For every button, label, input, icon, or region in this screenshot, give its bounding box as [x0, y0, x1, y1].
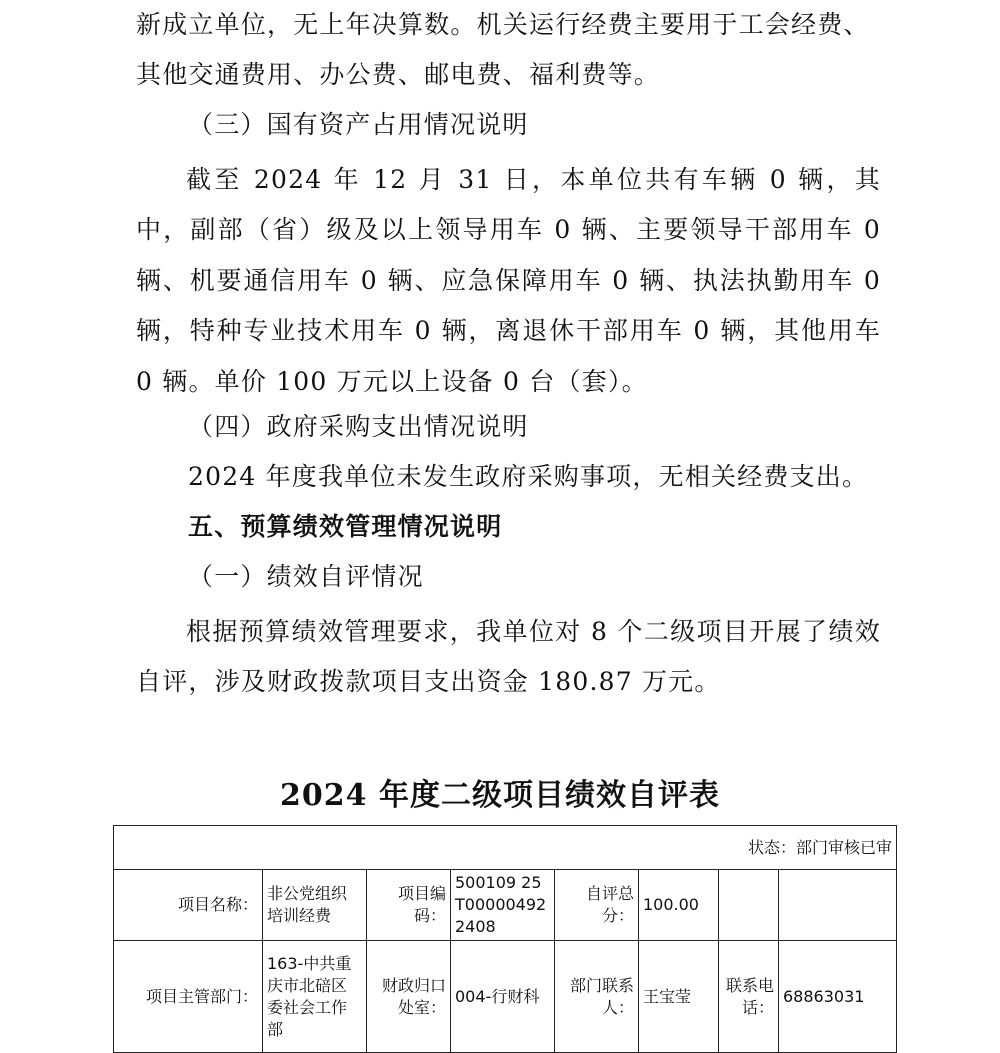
contact-value: 王宝莹: [639, 941, 719, 1053]
phone-label: 联系电话：: [719, 941, 779, 1053]
project-name-label: 项目名称：: [114, 870, 263, 941]
para-assets: 截至 2024 年 12 月 31 日，本单位共有车辆 0 辆，其中，副部（省）级及以上领导用车 0 辆、主要领导干部用车 0 辆、机要通信用车 0 辆、应急保障用车 0 辆、执法执勤用车 0 辆，特种专业技术用车 0 辆，离退休干部用车 0 辆，其他用车 0 辆。单价 100 万元以上设备 0 台（套）。: [136, 165, 881, 396]
heading-self-eval: （一）绩效自评情况: [188, 562, 424, 591]
dept-value: 163-中共重庆市北碚区委社会工作部: [263, 941, 367, 1053]
status-cell: 状态：部门审核已审: [114, 826, 897, 870]
project-code-value: 500109 25T000004922408: [451, 870, 555, 941]
score-value: 100.00: [639, 870, 719, 941]
project-name-value: 非公党组织培训经费: [263, 870, 367, 941]
para-1-line-2: 其他交通费用、办公费、邮电费、福利费等。: [136, 60, 661, 89]
empty-cell: [719, 870, 779, 941]
heading-procurement: （四）政府采购支出情况说明: [188, 412, 529, 441]
self-eval-table: [113, 825, 897, 1053]
para-procurement: 2024 年度我单位未发生政府采购事项，无相关经费支出。: [188, 462, 869, 491]
para-1-line-1: 新成立单位，无上年决算数。机关运行经费主要用于工会经费、: [136, 10, 870, 39]
table-title: 2024 年度二级项目绩效自评表: [280, 778, 720, 813]
finance-label: 财政归口处室：: [367, 941, 451, 1053]
score-label: 自评总分：: [555, 870, 639, 941]
contact-label: 部门联系人：: [555, 941, 639, 1053]
phone-value: 68863031: [779, 941, 897, 1053]
heading-assets: （三）国有资产占用情况说明: [188, 110, 529, 139]
finance-value: 004-行财科: [451, 941, 555, 1053]
dept-label: 项目主管部门：: [114, 941, 263, 1053]
empty-cell: [779, 870, 897, 941]
para-self-eval: 根据预算绩效管理要求，我单位对 8 个二级项目开展了绩效自评，涉及财政拨款项目支出资金 180.87 万元。: [136, 617, 881, 697]
project-code-label: 项目编码：: [367, 870, 451, 941]
heading-performance: 五、预算绩效管理情况说明: [188, 512, 503, 541]
